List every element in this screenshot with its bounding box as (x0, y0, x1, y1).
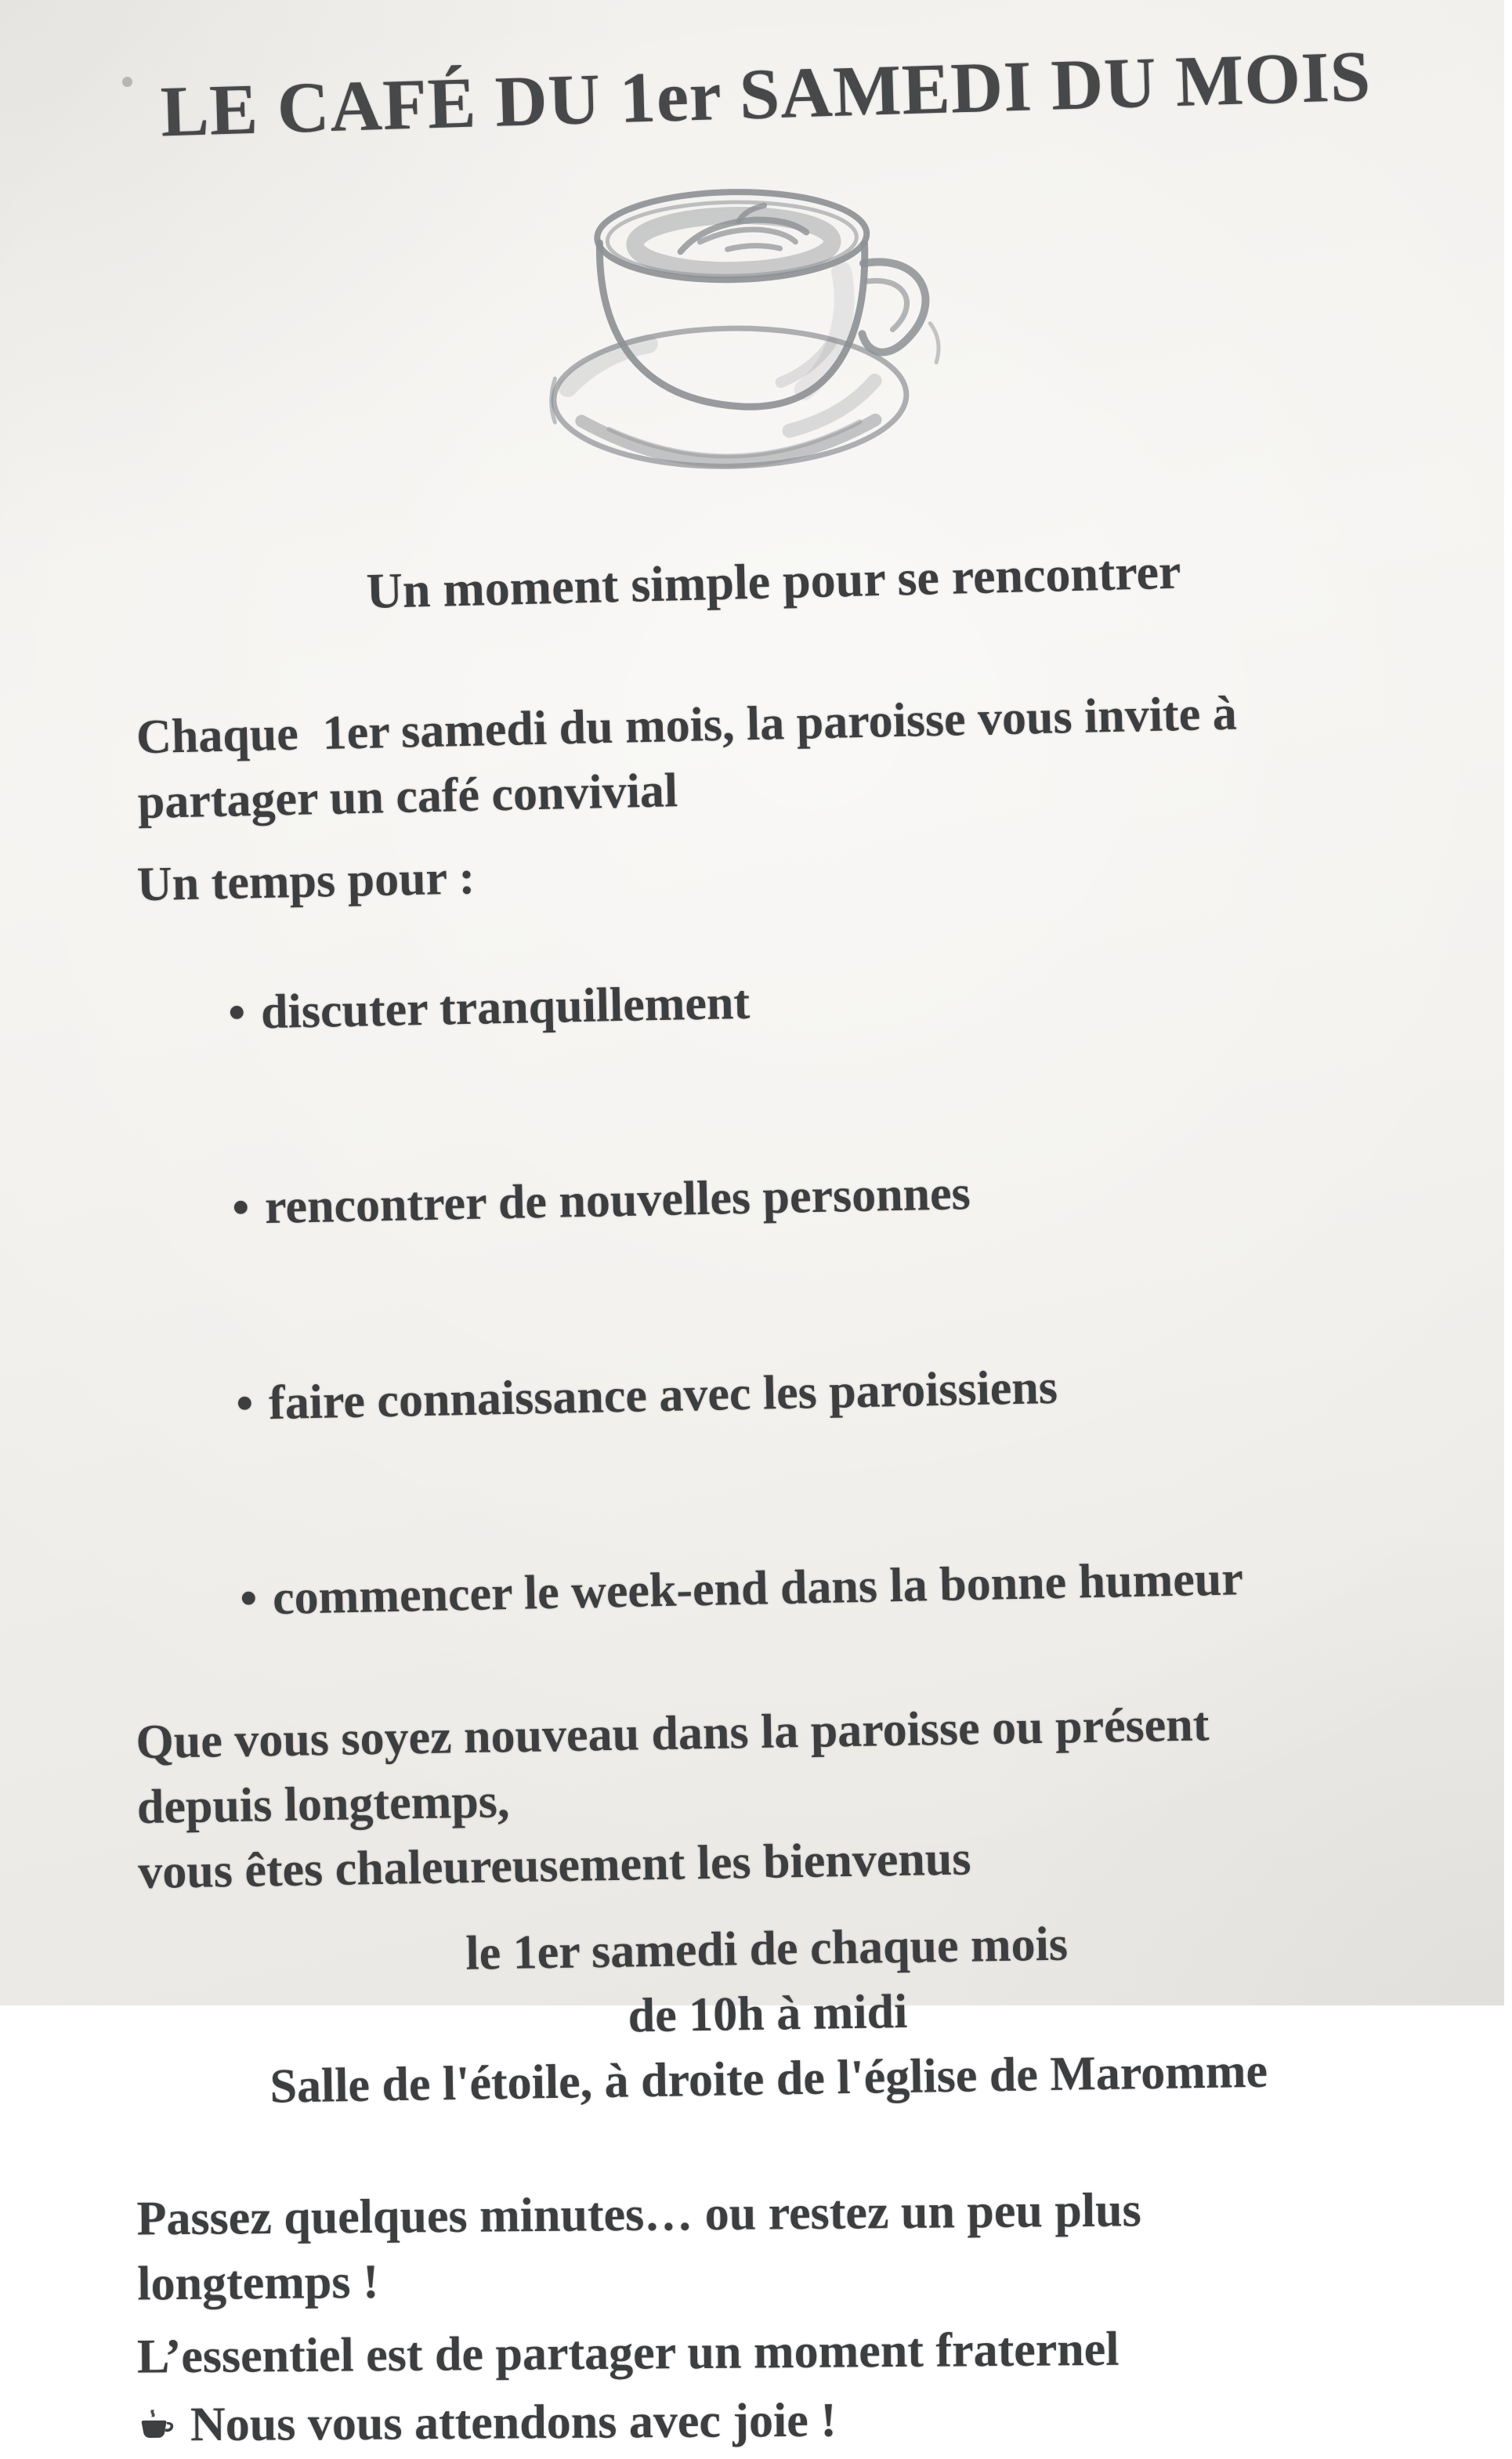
coffee-cup-sketch (502, 144, 978, 481)
bullet-marker: • (239, 1571, 258, 1625)
list-item (133, 1087, 1410, 1308)
list-item-text: discuter tranquillement (260, 976, 751, 1040)
list-item (137, 1283, 1414, 1504)
welcome-line: vous êtes chaleureusement les bienvenus (137, 1832, 971, 1900)
bullet-marker: • (235, 1376, 254, 1430)
final-line (0, 2383, 1504, 2458)
list-item-text: commencer le week-end dans la bonne humeur (272, 1552, 1244, 1625)
intro-line: Chaque 1er samedi du mois, la paroisse vous invite à (136, 686, 1238, 765)
list-item (129, 892, 1406, 1113)
bullet-marker: • (227, 985, 246, 1040)
schedule-line: le 1er samedi de chaque mois (465, 1918, 1069, 1981)
list-item-text: faire connaissance avec les paroissiens (268, 1360, 1058, 1430)
welcome-paragraph (0, 1687, 1506, 1908)
schedule-line: Salle de l'étoile, à droite de l'église de Maromme (269, 2045, 1268, 2114)
final-line-text: Nous vous attendons avec joie ! (190, 2393, 837, 2452)
list-heading: Un temps pour : (136, 851, 476, 912)
flyer-tagline: Un moment simple pour se rencontrer (365, 543, 1182, 620)
schedule-block (0, 1905, 1506, 2124)
flyer-title: LE CAFÉ DU 1er SAMEDI DU MOIS (159, 35, 1373, 152)
closing-line: Passez quelques minutes… ou restez un peu plus (136, 2182, 1141, 2246)
welcome-line: Que vous soyez nouveau dans la paroisse ou présent (136, 1698, 1210, 1770)
intro-line: partager un café convivial (137, 764, 678, 830)
closing-paragraph (0, 2175, 1505, 2318)
list-item-text: rencontrer de nouvelles personnes (264, 1166, 971, 1235)
schedule-line: de 10h à midi (628, 1985, 908, 2043)
list-item (141, 1478, 1418, 1699)
bullet-marker: • (231, 1181, 250, 1235)
benefits-list (0, 891, 1512, 1701)
intro-paragraph (0, 675, 1505, 838)
coffee-cup-icon (137, 2407, 176, 2443)
welcome-line: depuis longtemps, (136, 1774, 510, 1835)
closing-line: longtemps ! (137, 2255, 379, 2311)
essential-line: L’essentiel est de partager un moment fraternel (136, 2322, 1120, 2384)
